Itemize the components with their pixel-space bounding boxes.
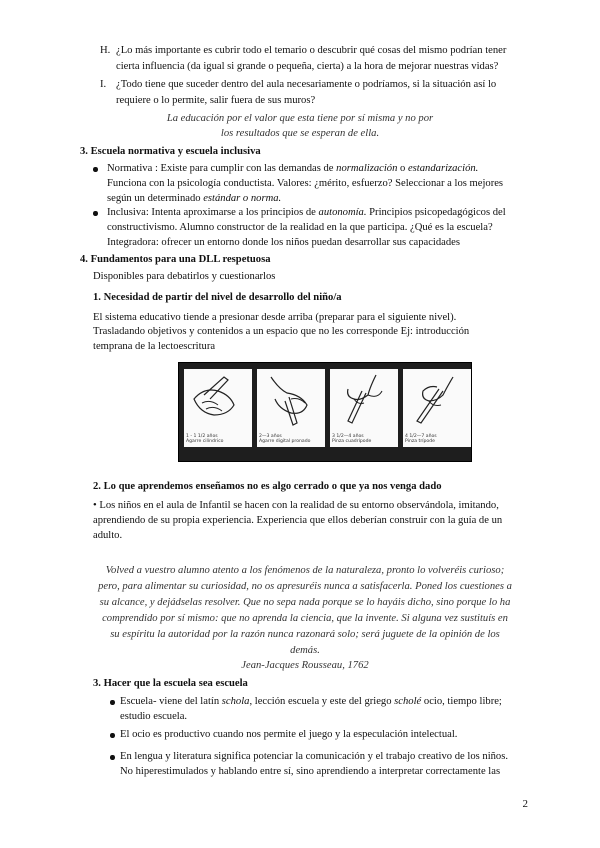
paragraph-line: Trasladando objetivos y contenidos a un espacio que no les corresponde Ej: introducción [93, 326, 470, 337]
grip-caption: 2—3 años Agarre digital pronado [259, 434, 311, 444]
bullet-line: estudio escuela. [120, 711, 188, 722]
quote-author: Jean-Jacques Rousseau, 1762 [241, 660, 369, 671]
bullet-icon [110, 733, 115, 738]
bullet-line: Funciona con la psicología conductista. Valores: ¿mérito, esfuerzo? Seleccionar a los mejores [107, 178, 504, 189]
page-number: 2 [522, 798, 528, 810]
bullet-icon [93, 167, 98, 172]
quote-line: su espíritu la autoridad por la razón nunca razonará solo; será juguete de la opinión de los [110, 629, 500, 640]
grip-panel [184, 369, 252, 447]
section-heading: 3. Hacer que la escuela sea escuela [93, 678, 248, 689]
quote-line: Volved a vuestro alumno atento a los fenómenos de la naturaleza, pronto lo volveréis curioso; [105, 565, 505, 576]
quote-line: pero, para alimentar su curiosidad, no os apresuréis nunca a satisfacerla. Poned los cuestiones a [98, 581, 512, 592]
bullet-line: según un determinado estándar o norma. [107, 193, 282, 204]
bullet-line: No hiperestimulados y hablando entre sí, sino aprendiendo a interpretar correctamente las [120, 766, 501, 777]
quote-line: demás. [290, 645, 320, 656]
epigraph-line: los resultados que se esperan de ella. [220, 128, 380, 139]
list-item: ¿Todo tiene que suceder dentro del aula necesariamente o podríamos, si la situación así lo requiere o lo permite, salir fuera de sus muros? [116, 79, 497, 106]
grip-caption: 1 - 1 1/2 años Agarre cilíndrico [186, 434, 224, 444]
grip-panel [403, 369, 471, 447]
list-letter: H. [100, 45, 111, 56]
grip-panel [330, 369, 398, 447]
paragraph-line: aprendiendo de su propia experiencia. Experiencia que ellos deberían construir con la guía de un [93, 515, 503, 526]
section-heading: 3. Escuela normativa y escuela inclusiva [80, 146, 261, 157]
bullet-line: constructivismo. Alumno constructor de la realidad en la que participa. ¿Qué es la escuela? [107, 222, 493, 233]
quote-line: su alcance, y dejádselas resolver. Que no sepa nada porque se lo hayáis dicho, sino porque lo ha [99, 597, 511, 608]
bullet-icon [110, 755, 115, 760]
section-heading: 4. Fundamentos para una DLL respetuosa [80, 254, 271, 265]
subsection-heading: 2. Lo que aprendemos enseñamos no es algo cerrado o que ya nos venga dado [93, 481, 442, 492]
bullet-icon [93, 211, 98, 216]
bullet-line: Integradora: ofrecer un entorno donde los niños puedan desarrollar sus capacidades [107, 237, 460, 248]
grip-panel [257, 369, 325, 447]
cylindrical-grip-drawing [184, 369, 252, 429]
bullet-line: Escuela- viene del latín schola, lección escuela y este del griego scholé ocio, tiempo libre; [120, 696, 502, 707]
bullet-line: Inclusiva: Intenta aproximarse a los principios de autonomía. Principios psicopedagógicos del [107, 207, 506, 218]
paragraph-line: El sistema educativo tiende a presionar desde arriba (preparar para el siguiente nivel). [93, 312, 457, 323]
section-intro: Disponibles para debatirlos y cuestionarlos [93, 271, 276, 282]
list-letter: I. [100, 79, 107, 90]
epigraph-line: La educación por el valor que esta tiene por sí misma y no por [166, 113, 434, 124]
bullet-line: El ocio es productivo cuando nos permite el juego y la especulación intelectual. [120, 729, 458, 740]
paragraph-line: adulto. [93, 530, 123, 541]
tripod-grip-drawing [403, 369, 471, 429]
bullet-line: Normativa : Existe para cumplir con las demandas de normalización o estandarización. [107, 163, 479, 174]
grip-caption: 3 1/2—4 años Pinza cuadrípode [332, 434, 372, 444]
pronated-grip-drawing [257, 369, 325, 429]
quote-line: comprendido por sí mismo: que no aprenda la ciencia, que la invente. Si alguna vez sustituís en [102, 613, 508, 624]
paragraph-line: • Los niños en el aula de Infantil se hacen con la realidad de su entorno observándola, imitando, [93, 500, 499, 511]
grip-caption: 4 1/2—7 años Pinza trípode [405, 434, 437, 444]
bullet-icon [110, 700, 115, 705]
list-item: ¿Lo más importante es cubrir todo el temario o descubrir qué cosas del mismo podrían tener cierta influencia (da igual si grande o pequeña, cierta) a la hora de mejorar nuestras vidas? [116, 45, 507, 72]
quadrupod-grip-drawing [330, 369, 398, 429]
paragraph-line: temprana de la lectoescritura [93, 341, 216, 352]
pencil-grip-figure [178, 362, 472, 462]
bullet-line: En lengua y literatura significa potenciar la comunicación y el trabajo creativo de los niños. [120, 751, 509, 762]
subsection-heading: 1. Necesidad de partir del nivel de desarrollo del niño/a [93, 292, 342, 303]
